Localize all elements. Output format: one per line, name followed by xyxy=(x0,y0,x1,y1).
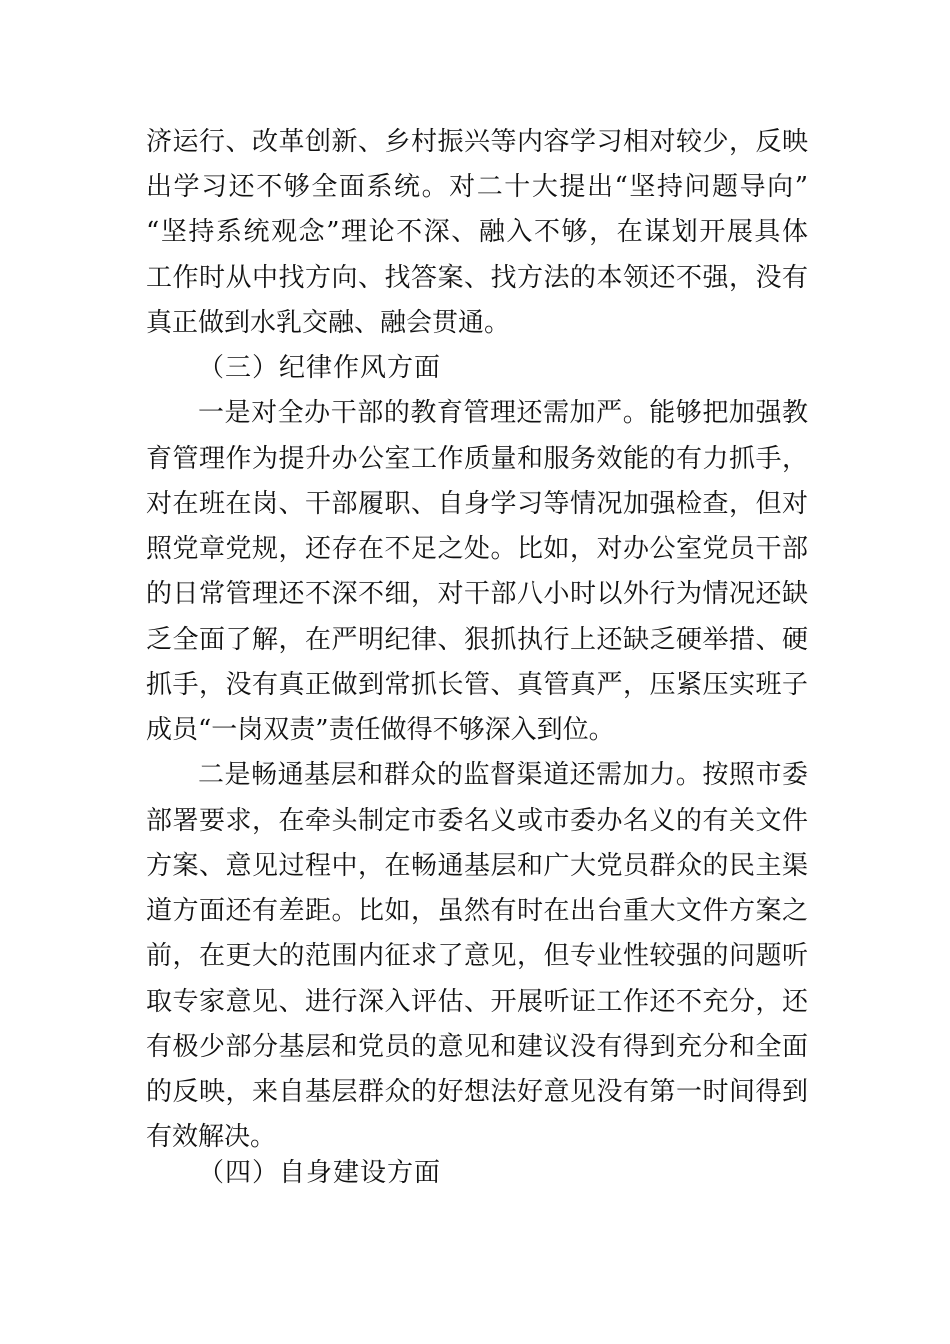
text-line: 有极少部分基层和党员的意见和建议没有得到充分和全面 xyxy=(146,1032,808,1062)
text-line: 方案、意见过程中，在畅通基层和广大党员群众的民主渠 xyxy=(146,851,808,881)
text-line: 济运行、改革创新、乡村振兴等内容学习相对较少，反映 xyxy=(146,127,808,157)
text-line: 照党章党规，还存在不足之处。比如，对办公室党员干部 xyxy=(146,534,808,564)
text-line: 二是畅通基层和群众的监督渠道还需加力。按照市委 xyxy=(198,760,808,790)
text-line: 一是对全办干部的教育管理还需加严。能够把加强教 xyxy=(198,398,808,428)
text-line: 对在班在岗、干部履职、自身学习等情况加强检查，但对 xyxy=(146,489,808,519)
section-heading-4: （四）自身建设方面 xyxy=(198,1158,442,1188)
text-line: 前，在更大的范围内征求了意见，但专业性较强的问题听 xyxy=(146,941,808,971)
text-line: 部署要求，在牵头制定市委名义或市委办名义的有关文件 xyxy=(146,806,808,836)
text-line: 工作时从中找方向、找答案、找方法的本领还不强，没有 xyxy=(146,263,808,293)
text-line: 真正做到水乳交融、融会贯通。 xyxy=(146,308,511,338)
text-line: 取专家意见、进行深入评估、开展听证工作还不充分，还 xyxy=(146,987,808,1017)
text-line: 有效解决。 xyxy=(146,1122,277,1152)
text-line: 育管理作为提升办公室工作质量和服务效能的有力抓手， xyxy=(146,444,808,474)
text-line: 成员“一岗双责”责任做得不够深入到位。 xyxy=(146,715,615,745)
text-line: 出学习还不够全面系统。对二十大提出“坚持问题导向” xyxy=(146,172,808,202)
text-line: 乏全面了解，在严明纪律、狠抓执行上还缺乏硬举措、硬 xyxy=(146,625,808,655)
text-line: 抓手，没有真正做到常抓长管、真管真严，压紧压实班子 xyxy=(146,670,808,700)
text-line: “坚持系统观念”理论不深、融入不够，在谋划开展具体 xyxy=(146,217,808,247)
text-line: 道方面还有差距。比如，虽然有时在出台重大文件方案之 xyxy=(146,896,808,926)
text-line: 的反映，来自基层群众的好想法好意见没有第一时间得到 xyxy=(146,1077,808,1107)
section-heading-3: （三）纪律作风方面 xyxy=(198,353,442,383)
text-line: 的日常管理还不深不细，对干部八小时以外行为情况还缺 xyxy=(146,579,808,609)
